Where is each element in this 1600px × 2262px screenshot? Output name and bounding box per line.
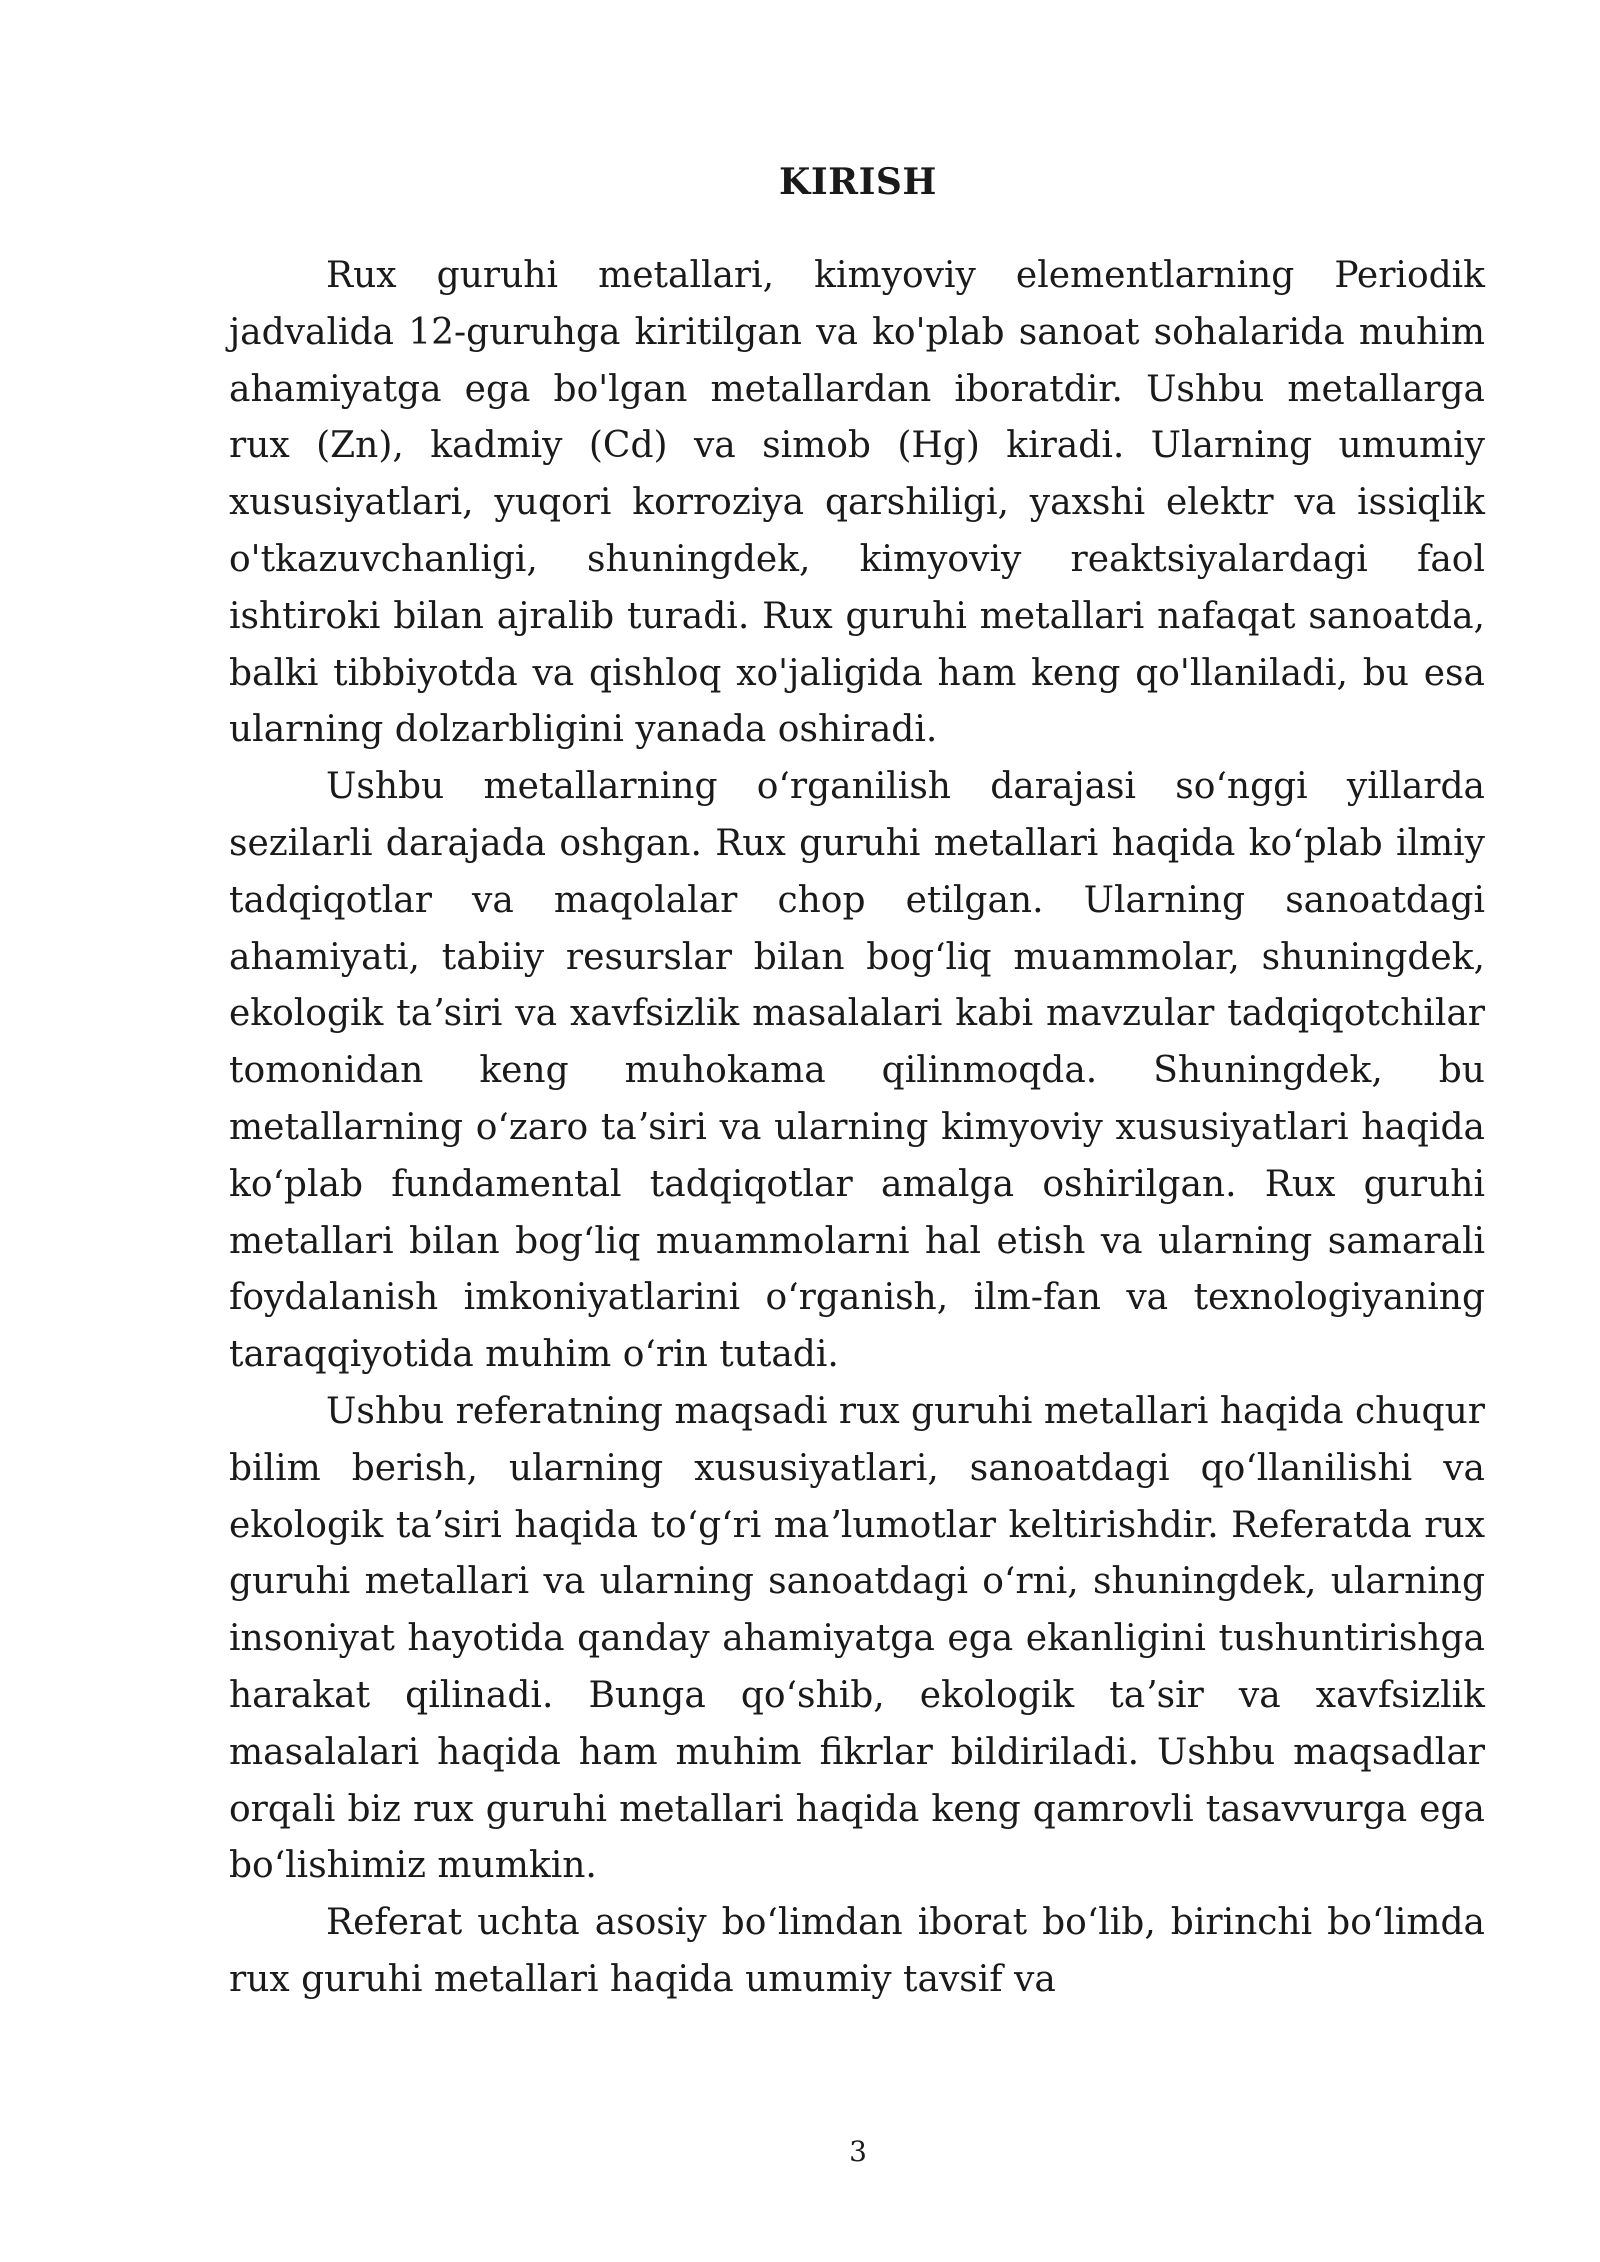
page-number: 3 bbox=[849, 2135, 867, 2168]
body-text bbox=[229, 248, 1485, 2009]
paragraph-4: Referat uchta asosiy boʻlimdan iborat boʻlib, birinchi boʻlimda rux guruhi metallari haqida umumiy tavsif va bbox=[229, 1902, 1485, 2000]
page-title: KIRISH bbox=[779, 161, 937, 203]
paragraph-2: Ushbu metallarning oʻrganilish darajasi soʻnggi yillarda sezilarli darajada oshgan. Rux guruhi metallari haqida koʻplab ilmiy tadqiqotlar va maqolalar chop etilgan. Ularning sanoatdagi ahamiyati, tabiiy resurslar bilan bogʻliq muammolar, shuningdek, ekologik taʼsiri va xavfsizlik masalalari kabi mavzular tadqiqotchilar tomonidan keng muhokama qilinmoqda. Shuningdek, bu metallarning oʻzaro taʼsiri va ularning kimyoviy xususiyatlari haqida koʻplab fundamental tadqiqotlar amalga oshirilgan. Rux guruhi metallari bilan bogʻliq muammolarni hal etish va ularning samarali foydalanish imkoniyatlarini oʻrganish, ilm-fan va texnologiyaning taraqqiyotida muhim oʻrin tutadi. bbox=[229, 766, 1485, 1376]
paragraph-1: Rux guruhi metallari, kimyoviy elementlarning Periodik jadvalida 12-guruhga kiritilgan va ko'plab sanoat sohalarida muhim ahamiyatga ega bo'lgan metallardan iboratdir. Ushbu metallarga rux (Zn), kadmiy (Cd) va simob (Hg) kiradi. Ularning umumiy xususiyatlari, yuqori korroziya qarshiligi, yaxshi elektr va issiqlik o'tkazuvchanligi, shuningdek, kimyoviy reaktsiyalardagi faol ishtiroki bilan ajralib turadi. Rux guruhi metallari nafaqat sanoatda, balki tibbiyotda va qishloq xo'jaligida ham keng qo'llaniladi, bu esa ularning dolzarbligini yanada oshiradi. bbox=[229, 255, 1485, 751]
paragraph-3: Ushbu referatning maqsadi rux guruhi metallari haqida chuqur bilim berish, ularning xususiyatlari, sanoatdagi qoʻllanilishi va ekologik taʼsiri haqida toʻgʻri maʼlumotlar keltirishdir. Referatda rux guruhi metallari va ularning sanoatdagi oʻrni, shuningdek, ularning insoniyat hayotida qanday ahamiyatga ega ekanligini tushuntirishga harakat qilinadi. Bunga qoʻshib, ekologik taʼsir va xavfsizlik masalalari haqida ham muhim fikrlar bildiriladi. Ushbu maqsadlar orqali biz rux guruhi metallari haqida keng qamrovli tasavvurga ega boʻlishimiz mumkin. bbox=[229, 1390, 1485, 1887]
